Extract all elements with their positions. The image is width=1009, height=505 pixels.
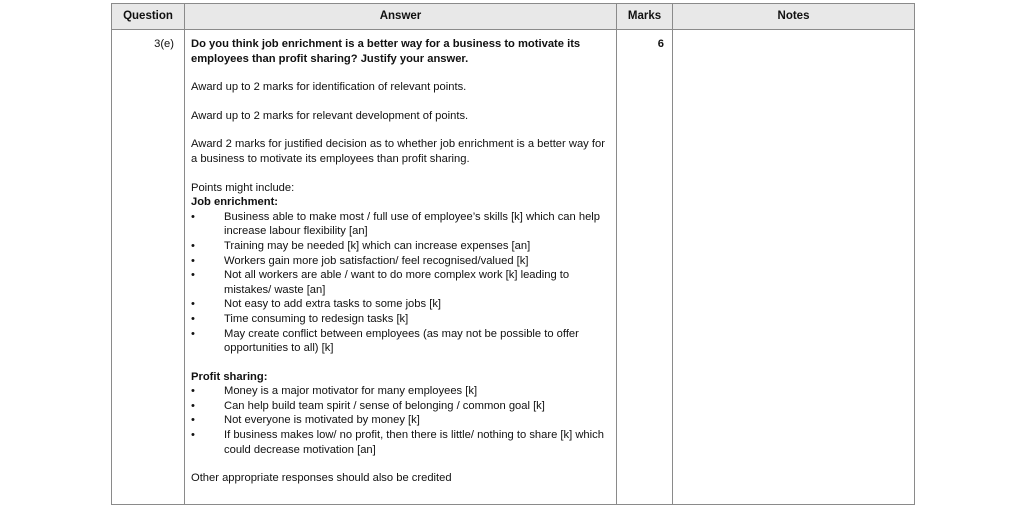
- bullet-icon: •: [191, 385, 195, 398]
- mark-scheme-table: [111, 3, 915, 505]
- points-intro: Points might include:: [191, 181, 295, 194]
- point-text: Not easy to add extra tasks to some jobs [k]: [224, 298, 442, 311]
- header-marks: Marks: [617, 4, 673, 30]
- list-item: [191, 428, 610, 457]
- point-text: Money is a major motivator for many employees [k]: [224, 385, 478, 398]
- point-text: Can help build team spirit / sense of belonging / common goal [k]: [224, 399, 545, 412]
- bullet-icon: •: [191, 239, 195, 252]
- bullet-icon: •: [191, 298, 195, 311]
- award-line-identification: Award up to 2 marks for identification of relevant points.: [191, 81, 467, 94]
- list-item: [191, 254, 610, 269]
- point-text: Training may be needed [k] which can increase expenses [an]: [224, 239, 531, 252]
- bullet-icon: •: [191, 327, 195, 340]
- bullet-icon: •: [191, 414, 195, 427]
- list-item: [191, 312, 610, 327]
- marks-value: 6: [617, 30, 673, 505]
- header-notes: Notes: [673, 4, 915, 30]
- job-enrichment-heading: Job enrichment:: [191, 196, 279, 209]
- spacer: [191, 457, 610, 471]
- award-line-development: Award up to 2 marks for relevant development of points.: [191, 109, 469, 122]
- list-item: [191, 210, 610, 239]
- point-text: Workers gain more job satisfaction/ feel recognised/valued [k]: [224, 254, 529, 267]
- question-number: 3(e): [112, 30, 185, 505]
- point-text: Business able to make most / full use of employee’s skills [k] which can help increase labour flexibility [an]: [224, 210, 600, 238]
- point-text: Time consuming to redesign tasks [k]: [224, 312, 409, 325]
- point-text: Not everyone is motivated by money [k]: [224, 414, 420, 427]
- point-text: If business makes low/ no profit, then there is little/ nothing to share [k] which could decrease motivation [an]: [224, 429, 604, 456]
- list-item: [191, 327, 610, 356]
- table-row: [112, 30, 915, 505]
- question-prompt: Do you think job enrichment is a better way for a business to motivate its employees than profit sharing? Justify your answer.: [191, 38, 581, 65]
- profit-sharing-heading: Profit sharing:: [191, 370, 268, 383]
- bullet-icon: •: [191, 210, 195, 223]
- footer-note: Other appropriate responses should also be credited: [191, 472, 452, 485]
- notes-cell: [673, 30, 915, 505]
- point-text: Not all workers are able / want to do more complex work [k] leading to mistakes/ waste [an]: [224, 269, 570, 296]
- award-line-decision: Award 2 marks for justified decision as to whether job enrichment is a better way for a business to motivate its employees than profit sharing.: [191, 138, 605, 165]
- bullet-icon: •: [191, 254, 195, 267]
- list-item: [191, 239, 610, 254]
- point-text: May create conflict between employees (as may not be possible to offer opportunities to all) [k]: [224, 327, 579, 355]
- profit-sharing-list: [191, 384, 610, 457]
- header-question: Question: [112, 4, 185, 30]
- job-enrichment-list: [191, 210, 610, 356]
- bullet-icon: •: [191, 399, 195, 412]
- list-item: [191, 413, 610, 428]
- list-item: [191, 268, 610, 297]
- spacer: [191, 356, 610, 370]
- list-item: [191, 297, 610, 312]
- answer-cell: [185, 30, 617, 505]
- bullet-icon: •: [191, 269, 195, 282]
- bullet-icon: •: [191, 429, 195, 442]
- bullet-icon: •: [191, 312, 195, 325]
- list-item: [191, 384, 610, 399]
- list-item: [191, 399, 610, 414]
- header-answer: Answer: [185, 4, 617, 30]
- header-row: [112, 4, 915, 30]
